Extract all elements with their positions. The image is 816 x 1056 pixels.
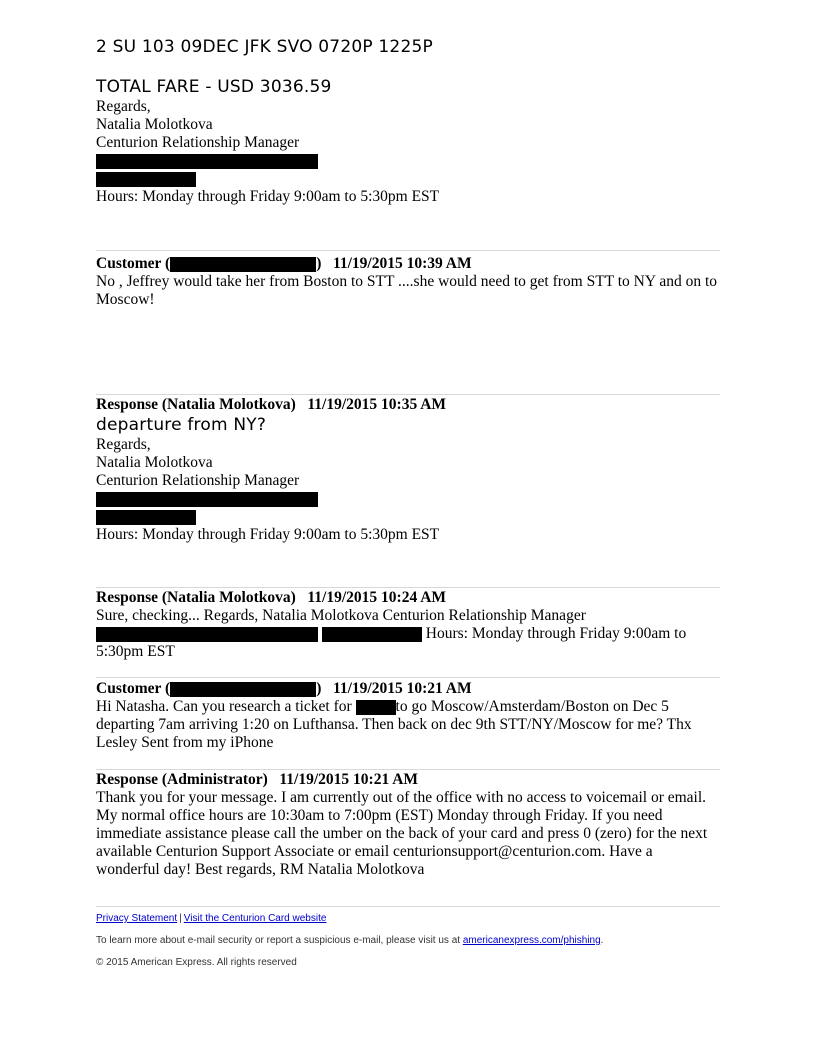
sender-label: Response (Administrator) [96,771,268,788]
redaction-bar [96,510,196,525]
message-response-3 [96,770,720,879]
regards-text: Regards, [96,98,151,115]
hours-text: Hours: Monday through Friday 9:00am to [425,625,687,642]
message-header [96,680,720,698]
redaction-bar [322,627,422,642]
message-body: Thank you for your message. I am currently out of the office with no access to voicemail or email. My normal office hours are 10:30am to 7:00pm (EST) Monday through Friday. If you need immediate assistance please call the umber on the back of your card and press 0 (zero) for the next available Centurion Support Associate or email centurionsupport@centurion.com. Have a wonderful day! Best regards, RM Natalia Molotkova [96,789,708,878]
security-text: To learn more about e-mail security or report a suspicious e-mail, please visit us at [96,935,461,946]
signature-title: Centurion Relationship Manager [96,134,300,151]
message-timestamp: 11/19/2015 10:24 AM [307,589,447,606]
message-timestamp: 11/19/2015 10:35 AM [307,396,447,413]
sender-label: Response (Natalia Molotkova) [96,589,296,606]
message-timestamp: 11/19/2015 10:39 AM [332,255,472,272]
signature-title: Centurion Relationship Manager [96,472,300,489]
message-header [96,255,720,273]
redaction-bar [96,172,196,187]
redaction-bar [170,257,316,272]
regards-text: Regards, [96,436,151,453]
phishing-link[interactable]: americanexpress.com/phishing [462,935,601,946]
message-body: Sure, checking... Regards, Natalia Molotkova Centurion Relationship Manager [96,607,586,624]
message-body-line: 5:30pm EST [96,643,175,660]
message-question: departure from NY? [96,415,267,435]
sender-label-close: ) [316,255,322,272]
message-header [96,589,720,607]
message-header [96,771,720,789]
hours-text: Hours: Monday through Friday 9:00am to 5:30pm EST [96,188,440,205]
message-customer-2 [96,678,720,752]
sender-label: Customer ( [96,680,171,697]
message-response-2 [96,588,720,661]
sender-label-close: ) [316,680,322,697]
link-separator: | [179,913,182,924]
flight-line: 2 SU 103 09DEC JFK SVO 0720P 1225P [96,37,433,57]
message-body-line [96,625,720,643]
hours-text: Hours: Monday through Friday 9:00am to 5:30pm EST [96,526,440,543]
redaction-bar [96,627,318,642]
message-body: No , Jeffrey would take her from Boston to STT ....she would need to get from STT to NY and on to Moscow! [96,273,718,308]
body-text-post: to go Moscow/Amsterdam/Boston on Dec 5 departing 7am arriving 1:20 on Lufthansa. Then back on dec 9th STT/NY/Moscow for me? Thx Lesley Sent from my iPhone [96,698,692,751]
signature-name: Natalia Molotkova [96,116,213,133]
security-notice [96,934,720,948]
period-text: . [600,935,604,946]
body-text-pre: Hi Natasha. Can you research a ticket for [96,698,352,715]
footer [96,907,720,970]
message-timestamp: 11/19/2015 10:21 AM [332,680,472,697]
sender-label: Customer ( [96,255,171,272]
message-header [96,396,720,414]
sender-label: Response (Natalia Molotkova) [96,396,296,413]
message-timestamp: 11/19/2015 10:21 AM [279,771,419,788]
signature-name: Natalia Molotkova [96,454,213,471]
privacy-statement-link[interactable]: Privacy Statement [96,913,178,924]
redaction-bar [356,700,396,715]
total-fare: TOTAL FARE - USD 3036.59 [96,77,332,97]
redaction-bar [96,154,318,169]
message-body [96,698,720,752]
footer-links [96,912,720,926]
message-response-1 [96,396,720,544]
redaction-bar [170,682,316,697]
copyright-text: © 2015 American Express. All rights reserved [96,957,297,968]
message-divider [96,394,720,395]
redaction-bar [96,492,318,507]
message-customer-1 [96,251,720,309]
document [96,36,720,970]
centurion-website-link[interactable]: Visit the Centurion Card website [183,913,327,924]
intro-block [96,36,720,206]
